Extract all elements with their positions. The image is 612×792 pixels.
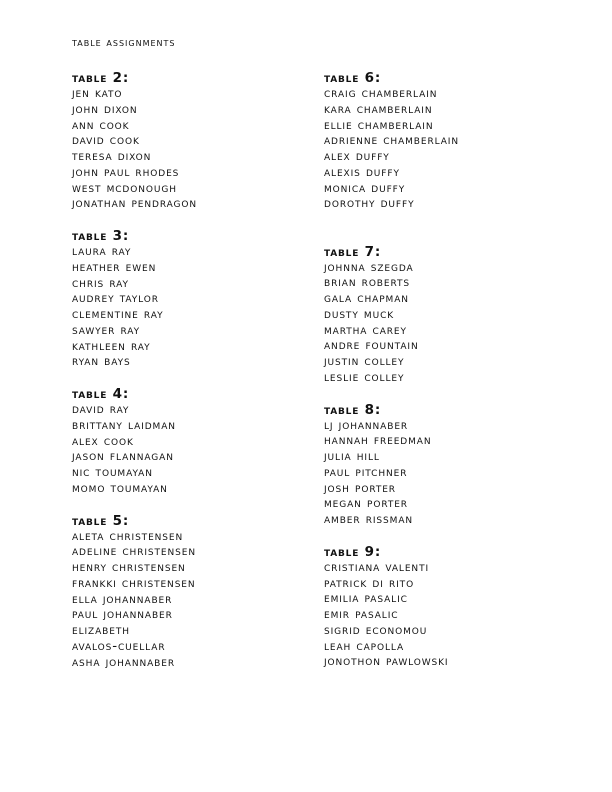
table-heading: table 6: bbox=[324, 70, 382, 86]
guest-name: hannah freedman bbox=[324, 432, 432, 449]
guest-name: teresa dixon bbox=[72, 148, 152, 164]
guest-name: heather ewen bbox=[72, 258, 157, 275]
guest-name: aleta christensen bbox=[72, 527, 184, 544]
table-block-3 bbox=[72, 228, 302, 370]
left-column bbox=[72, 70, 302, 670]
guest-list bbox=[324, 86, 554, 212]
guest-name: leslie colley bbox=[324, 368, 405, 385]
guest-name: adeline christensen bbox=[72, 543, 196, 560]
guest-name: chris ray bbox=[72, 274, 129, 291]
guest-name: adrienne chamberlain bbox=[324, 132, 459, 149]
table-block-5 bbox=[72, 513, 302, 671]
table-heading: table 4: bbox=[72, 386, 130, 402]
guest-list bbox=[324, 260, 554, 386]
guest-name: ryan bays bbox=[72, 353, 131, 370]
guest-name: dusty muck bbox=[324, 305, 395, 322]
guest-name: jonothon pawlowski bbox=[324, 653, 449, 670]
guest-name: jen kato bbox=[72, 85, 123, 101]
guest-name: laura ray bbox=[72, 243, 132, 259]
guest-name: henry christensen bbox=[72, 559, 186, 575]
table-block-6 bbox=[324, 70, 554, 212]
guest-name: frankki christensen bbox=[72, 574, 196, 591]
guest-name: johnna szegda bbox=[324, 258, 414, 275]
guest-name: asha johannaber bbox=[72, 653, 175, 670]
guest-name: alexis duffy bbox=[324, 163, 400, 180]
table-block-9 bbox=[324, 544, 554, 670]
guest-name: jonathan pendragon bbox=[72, 195, 198, 212]
guest-name: monica duffy bbox=[324, 179, 406, 196]
guest-name: clementine ray bbox=[72, 306, 164, 322]
guest-name: sawyer ray bbox=[72, 321, 141, 338]
guest-list bbox=[324, 418, 554, 528]
guest-name: sigrid economou bbox=[324, 621, 428, 638]
guest-name: audrey taylor bbox=[72, 290, 159, 307]
table-heading: table 9: bbox=[324, 543, 382, 560]
guest-name: elizabeth bbox=[72, 622, 130, 638]
guest-list bbox=[72, 244, 302, 370]
guest-name: lj johannaber bbox=[324, 416, 409, 433]
guest-name: nic toumayan bbox=[72, 464, 153, 480]
guest-name: kara chamberlain bbox=[324, 100, 433, 117]
guest-name: martha carey bbox=[324, 321, 407, 338]
table-block-2 bbox=[72, 70, 302, 212]
guest-name: ann cook bbox=[72, 116, 130, 133]
guest-name: david cook bbox=[72, 132, 140, 149]
guest-name: julia hill bbox=[324, 448, 380, 464]
guest-name: ella johannaber bbox=[72, 590, 173, 607]
guest-name: dorothy duffy bbox=[324, 195, 415, 212]
guest-name: jason flannagan bbox=[72, 448, 174, 465]
guest-name: cristiana valenti bbox=[324, 558, 430, 575]
guest-name: megan porter bbox=[324, 495, 408, 512]
guest-name: brian roberts bbox=[324, 274, 410, 291]
table-heading: table 5: bbox=[72, 512, 130, 529]
table-heading: table 3: bbox=[72, 228, 130, 244]
guest-name: momo toumayan bbox=[72, 479, 168, 496]
guest-name: justin colley bbox=[324, 353, 405, 369]
page-title: table assignments bbox=[72, 35, 176, 49]
right-column bbox=[324, 70, 554, 670]
guest-name: patrick di rito bbox=[324, 574, 415, 591]
guest-name: west mcdonough bbox=[72, 179, 177, 196]
table-heading: table 2: bbox=[72, 70, 130, 86]
guest-name: craig chamberlain bbox=[324, 85, 438, 101]
table-block-8 bbox=[324, 402, 554, 528]
table-block-4 bbox=[72, 386, 302, 497]
guest-name: ellie chamberlain bbox=[324, 116, 434, 133]
guest-name: amber rissman bbox=[324, 511, 414, 527]
guest-name: kathleen ray bbox=[72, 337, 151, 354]
guest-name: alex duffy bbox=[324, 148, 390, 164]
guest-name: leah capolla bbox=[324, 637, 405, 654]
guest-name: gala chapman bbox=[324, 290, 409, 306]
guest-name: emir pasalic bbox=[324, 606, 399, 622]
guest-name: josh porter bbox=[324, 479, 396, 496]
table-heading: table 8: bbox=[324, 401, 382, 418]
guest-name: avalos-cuellar bbox=[72, 637, 166, 654]
guest-list bbox=[72, 402, 302, 497]
guest-name: emilia pasalic bbox=[324, 590, 408, 607]
guest-name: andre fountain bbox=[324, 337, 419, 354]
guest-name: paul pitchner bbox=[324, 463, 408, 480]
guest-list bbox=[72, 86, 302, 212]
table-heading: table 7: bbox=[324, 243, 382, 260]
guest-name: john dixon bbox=[72, 100, 138, 117]
guest-name: alex cook bbox=[72, 432, 134, 449]
guest-name: brittany laidman bbox=[72, 416, 176, 433]
table-block-7 bbox=[324, 244, 554, 386]
guest-name: paul johannaber bbox=[72, 606, 173, 623]
guest-name: john paul rhodes bbox=[72, 163, 180, 180]
guest-name: david ray bbox=[72, 401, 130, 417]
guest-list bbox=[324, 560, 554, 670]
guest-list bbox=[72, 529, 302, 671]
